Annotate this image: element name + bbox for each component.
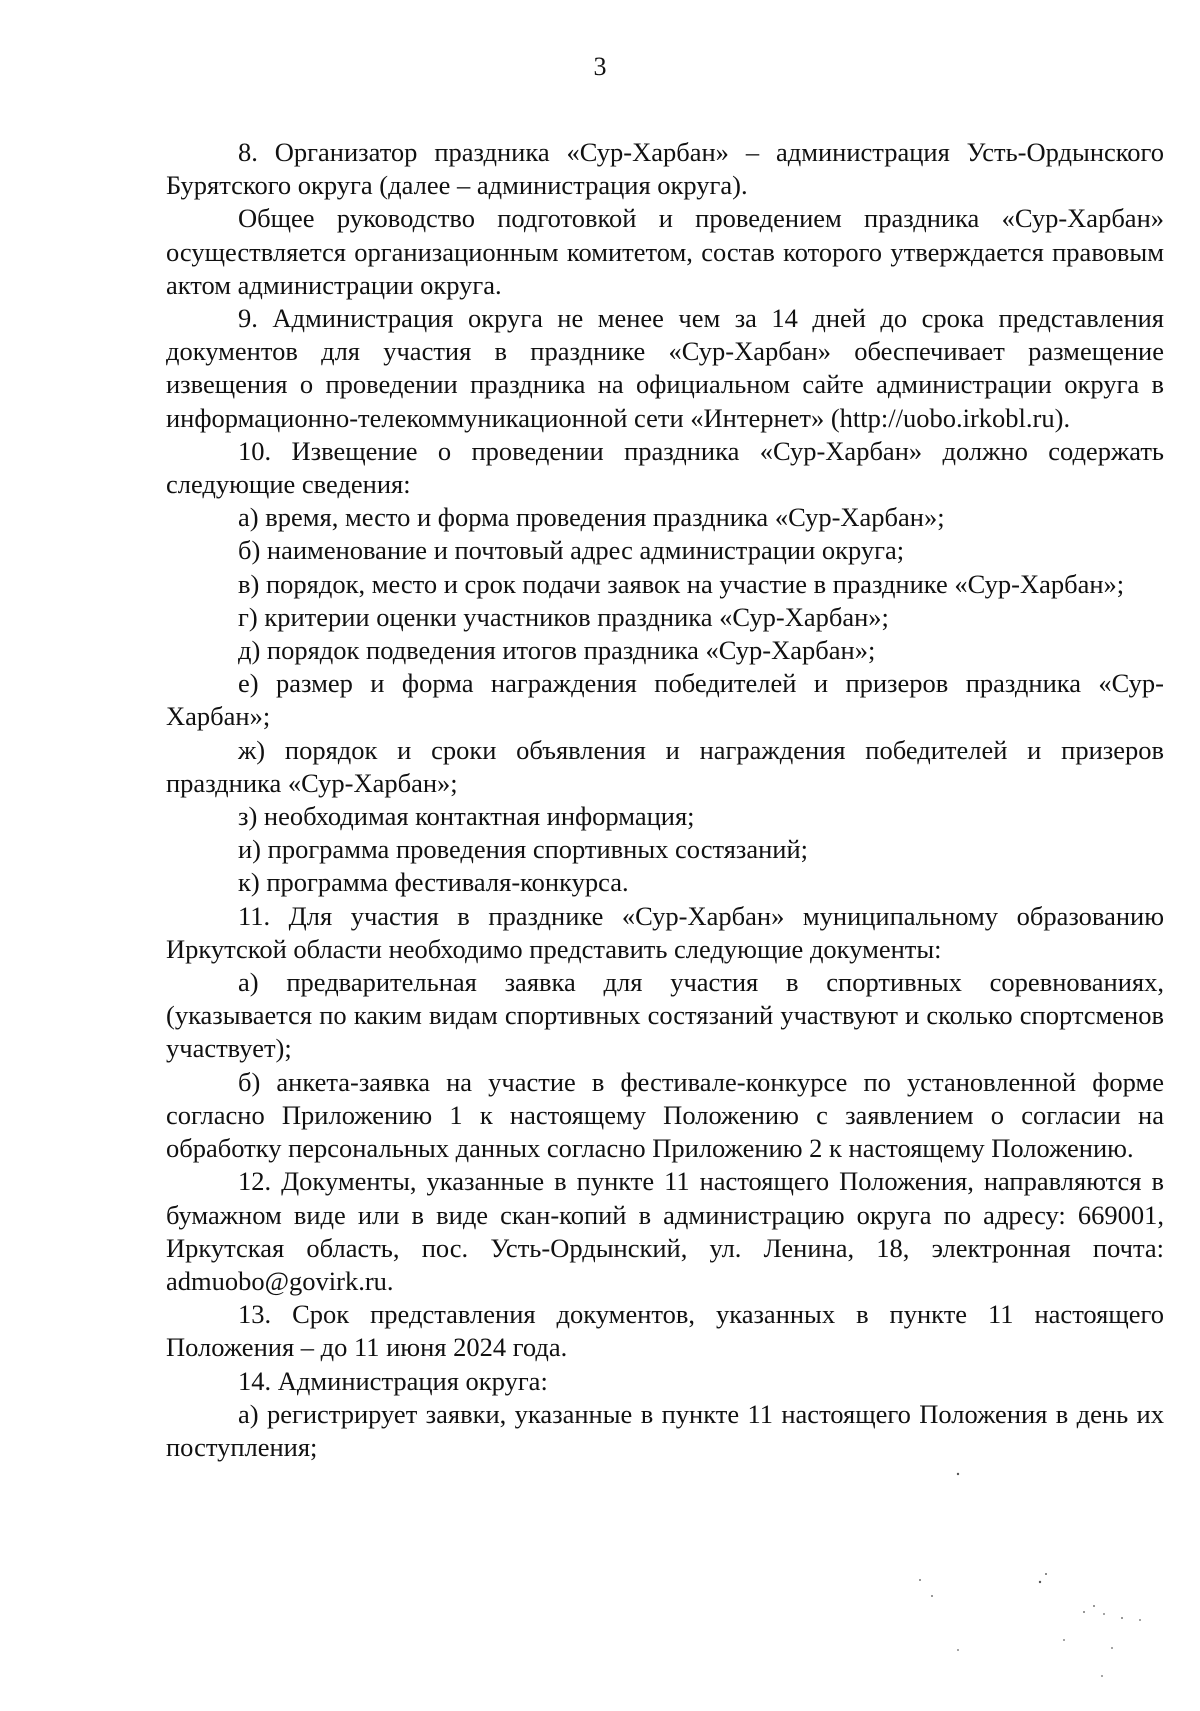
paragraph-8: 8. Организатор праздника «Сур-Харбан» – администрация Усть-Ордынского Бурятского округа (далее – администрация округа).: [166, 137, 1164, 201]
list-item-10k: к) программа фестиваля-конкурса.: [238, 867, 629, 898]
list-item-10a: а) время, место и форма проведения праздника «Сур-Харбан»;: [238, 502, 945, 533]
paragraph-9: 9. Администрация округа не менее чем за 14 дней до срока представления документов для участия в празднике «Сур-Харбан» обеспечивает размещение извещения о проведении праздника на официальном сайте администрации округа в информационно-телекоммуникационной сети «Интернет» (http://uobo.irkobl.ru).: [166, 303, 1164, 433]
list-item-10v: в) порядок, место и срок подачи заявок на участие в празднике «Сур-Харбан»;: [238, 568, 1125, 599]
paragraph-10: 10. Извещение о проведении праздника «Сур-Харбан» должно содержать следующие сведения:: [166, 435, 1164, 500]
paragraph-12: 12. Документы, указанные в пункте 11 настоящего Положения, направляются в бумажном виде или в виде скан-копий в администрацию округа по адресу: 669001, Иркутская область, пос. Усть-Ордынский, ул. Ленина, 18, электронная почта: admuobo@govirk.ru.: [166, 1166, 1164, 1296]
list-item-11a: а) предварительная заявка для участия в спортивных соревнованиях, (указывается по каким видам спортивных состязаний участвуют и сколько спортсменов участвует);: [166, 967, 1164, 1064]
list-item-14a: а) регистрирует заявки, указанные в пункте 11 настоящего Положения в день их поступления;: [166, 1398, 1164, 1462]
paragraph-8-management: Общее руководство подготовкой и проведением праздника «Сур-Харбан» осуществляется организационным комитетом, состав которого утверждается правовым актом администрации округа.: [166, 203, 1164, 300]
list-item-11b: б) анкета-заявка на участие в фестивале-конкурсе по установленной форме согласно Приложению 1 к настоящему Положению с заявлением о согласии на обработку персональных данных согласно Приложению 2 к настоящему Положению.: [166, 1066, 1164, 1164]
paragraph-11: 11. Для участия в празднике «Сур-Харбан» муниципальному образованию Иркутской области необходимо представить следующие документы:: [166, 900, 1164, 964]
list-item-10b: б) наименование и почтовый адрес администрации округа;: [238, 535, 905, 566]
page-number: 3: [593, 52, 607, 81]
document-body: [166, 136, 1164, 1464]
list-item-10g: г) критерии оценки участников праздника «Сур-Харбан»;: [238, 601, 889, 632]
list-item-10zh: ж) порядок и сроки объявления и награждения победителей и призеров праздника «Сур-Харбан»;: [166, 734, 1164, 798]
list-item-10d: д) порядок подведения итогов праздника «Сур-Харбан»;: [238, 635, 876, 666]
list-item-10z: з) необходимая контактная информация;: [238, 801, 695, 832]
paragraph-13: 13. Срок представления документов, указанных в пункте 11 настоящего Положения – до 11 июня 2024 года.: [166, 1299, 1164, 1363]
paragraph-14: 14. Администрация округа:: [238, 1365, 548, 1396]
list-item-10e: е) размер и форма награждения победителей и призеров праздника «Сур-Харбан»;: [166, 668, 1164, 732]
list-item-10i: и) программа проведения спортивных состязаний;: [238, 834, 809, 865]
